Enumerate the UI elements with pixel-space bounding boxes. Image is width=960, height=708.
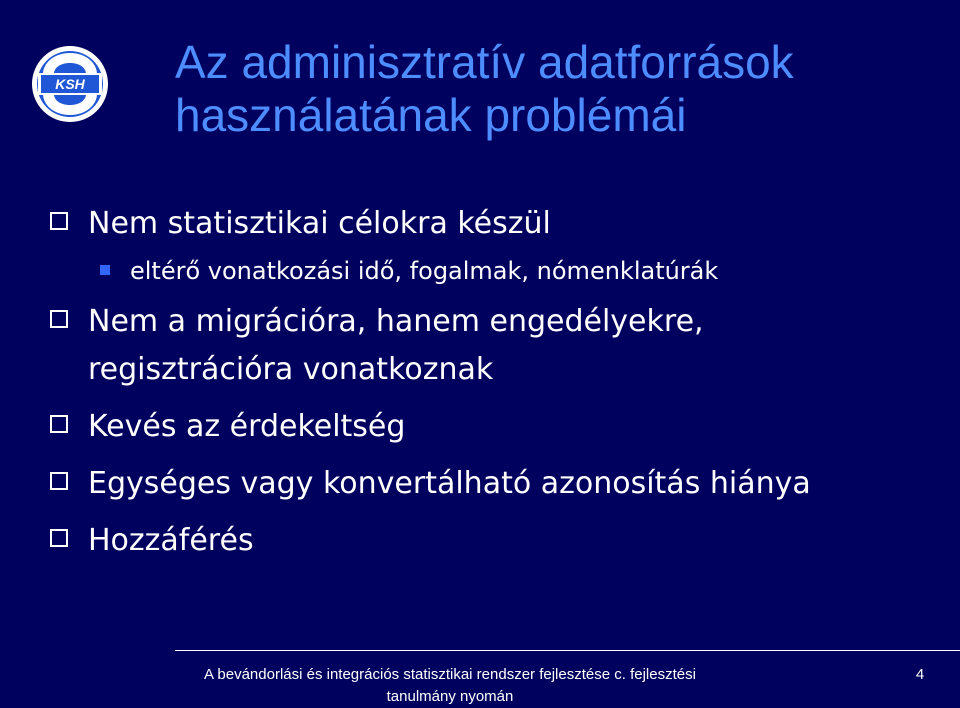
hollow-square-bullet-icon: [50, 310, 68, 328]
footer-caption-line-2: tanulmány nyomán: [386, 688, 514, 705]
bullet-item: [50, 298, 950, 394]
bullet-list: [50, 200, 950, 574]
bullet-text-line-1: Nem a migrációra, hanem engedélyekre,: [88, 304, 704, 339]
footer-caption-line-1: A bevándorlási és integrációs statisztikai rendszer fejlesztése c. fejlesztési: [204, 666, 696, 683]
bullet-item: [50, 200, 950, 248]
ksh-logo-icon: [30, 44, 110, 124]
bullet-item: [50, 403, 950, 451]
hollow-square-bullet-icon: [50, 529, 68, 547]
slide-title: [175, 36, 945, 142]
footer-divider: [175, 650, 960, 651]
bullet-item: [50, 460, 950, 508]
bullet-item: [50, 517, 950, 565]
footer-caption: [170, 664, 730, 708]
page-number: 4: [915, 666, 925, 683]
title-line-1: Az adminisztratív adatforrások: [175, 36, 794, 88]
bullet-text: Hozzáférés: [88, 523, 254, 558]
title-line-2: használatának problémái: [175, 89, 687, 141]
bullet-text: Egységes vagy konvertálható azonosítás hiánya: [88, 466, 811, 501]
svg-text:KSH: KSH: [55, 76, 85, 92]
hollow-square-bullet-icon: [50, 415, 68, 433]
bullet-text: Kevés az érdekeltség: [88, 409, 406, 444]
hollow-square-bullet-icon: [50, 472, 68, 490]
sub-bullet-text: eltérő vonatkozási idő, fogalmak, nómenklatúrák: [130, 257, 719, 285]
bullet-text: Nem statisztikai célokra készül: [88, 206, 551, 241]
hollow-square-bullet-icon: [50, 212, 68, 230]
filled-square-bullet-icon: [100, 265, 110, 275]
sub-bullet-item: [50, 253, 950, 289]
bullet-text-line-2: regisztrációra vonatkoznak: [88, 352, 494, 387]
